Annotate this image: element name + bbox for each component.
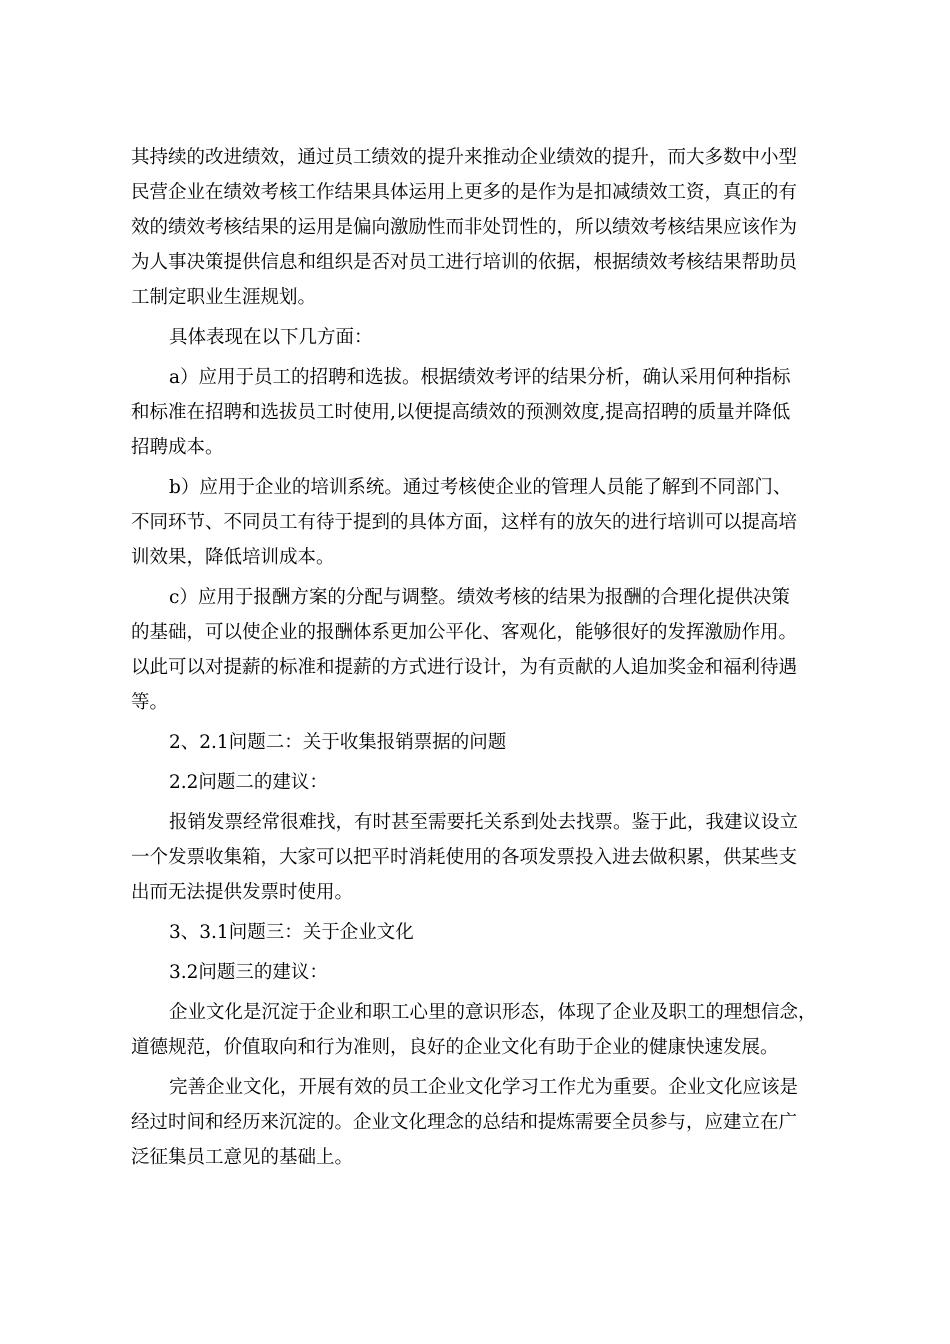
paragraph [131, 360, 826, 465]
text-line: 工制定职业生涯规划。 [131, 287, 317, 308]
text-line: 具体表现在以下几方面： [169, 327, 373, 348]
text-line: 训效果，降低培训成本。 [131, 547, 335, 568]
text-line: 效的绩效考核结果的运用是偏向激励性而非处罚性的，所以绩效考核结果应该作为 [131, 217, 798, 238]
text-line: 出而无法提供发票时使用。 [131, 882, 354, 903]
text-line: 为人事决策提供信息和组织是否对员工进行培训的依据，根据绩效考核结果帮助员 [131, 252, 798, 273]
text-line: 其持续的改进绩效，通过员工绩效的提升来推动企业绩效的提升，而大多数中小型 [131, 147, 798, 168]
text-line: 2.2问题二的建议： [169, 772, 328, 793]
paragraph [131, 725, 826, 760]
text-line: 不同环节、不同员工有待于提到的具体方面，这样有的放矢的进行培训可以提高培 [131, 512, 798, 533]
text-line: 企业文化是沉淀于企业和职工心里的意识形态，体现了企业及职工的理想信念， [169, 1002, 817, 1023]
text-line: 泛征集员工意见的基础上。 [131, 1147, 354, 1168]
text-line: 一个发票收集箱，大家可以把平时消耗使用的各项发票投入进去做积累，供某些支 [131, 847, 798, 868]
document-page [131, 140, 826, 1180]
paragraph [131, 995, 826, 1065]
text-line: 经过时间和经历来沉淀的。企业文化理念的总结和提炼需要全员参与，应建立在广 [131, 1112, 798, 1133]
paragraph [131, 320, 826, 355]
text-line: c）应用于报酬方案的分配与调整。绩效考核的结果为报酬的合理化提供决策 [169, 587, 790, 608]
paragraph [131, 915, 826, 950]
text-line: 和标准在招聘和选拔员工时使用,以便提高绩效的预测效度,提高招聘的质量并降低 [131, 402, 791, 423]
text-line: 招聘成本。 [131, 437, 224, 458]
text-line: b）应用于企业的培训系统。通过考核使企业的管理人员能了解到不同部门、 [169, 477, 792, 498]
text-line: 民营企业在绩效考核工作结果具体运用上更多的是作为是扣减绩效工资，真正的有 [131, 182, 798, 203]
text-line: 2、2.1问题二：关于收集报销票据的问题 [169, 732, 507, 753]
text-line: 完善企业文化，开展有效的员工企业文化学习工作尤为重要。企业文化应该是 [169, 1077, 799, 1098]
text-line: 道德规范，价值取向和行为准则，良好的企业文化有助于企业的健康快速发展。 [131, 1037, 779, 1058]
text-line: a）应用于员工的招聘和选拔。根据绩效考评的结果分析，确认采用何种指标 [169, 367, 791, 388]
text-line: 的基础，可以使企业的报酬体系更加公平化、客观化，能够很好的发挥激励作用。 [131, 622, 798, 643]
paragraph [131, 765, 826, 800]
paragraph [131, 470, 826, 575]
paragraph [131, 140, 826, 315]
paragraph [131, 805, 826, 910]
text-line: 3.2问题三的建议： [169, 962, 328, 983]
paragraph [131, 580, 826, 720]
paragraph [131, 955, 826, 990]
text-line: 报销发票经常很难找，有时甚至需要托关系到处去找票。鉴于此，我建议设立 [169, 812, 799, 833]
paragraph [131, 1070, 826, 1175]
paragraph-spacing [131, 1175, 826, 1180]
text-line: 等。 [131, 692, 169, 713]
text-line: 以此可以对提薪的标准和提薪的方式进行设计，为有贡献的人追加奖金和福利待遇 [131, 657, 798, 678]
text-line: 3、3.1问题三：关于企业文化 [169, 922, 414, 943]
